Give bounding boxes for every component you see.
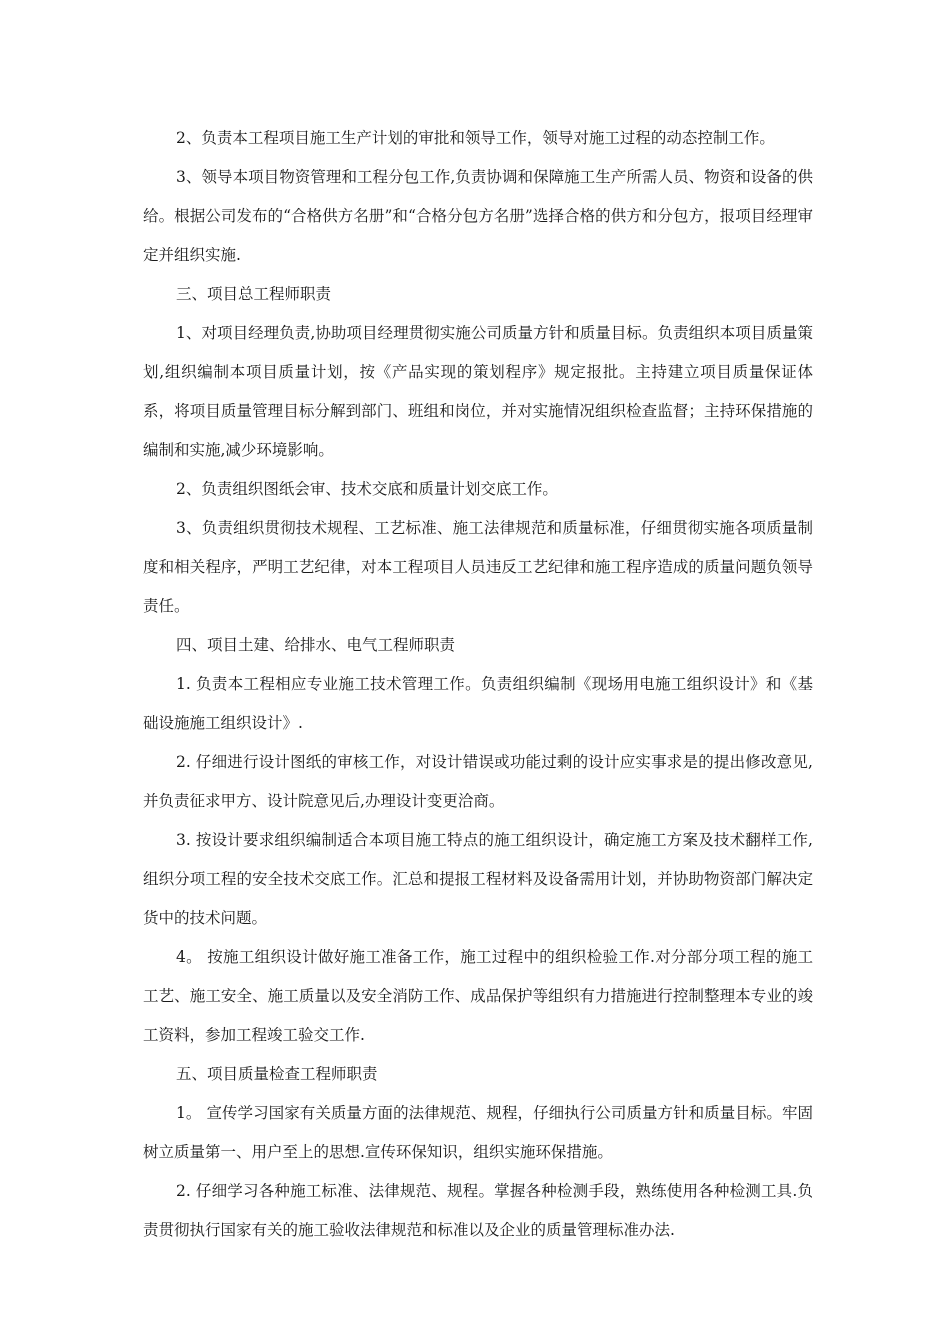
- paragraph-chief-engineer-duty-1: 1、对项目经理负责,协助项目经理贯彻实施公司质量方针和质量目标。负责组织本项目质量策划,组织编制本项目质量计划，按《产品实现的策划程序》规定报批。主持建立项目质量保证体系，将项目质量管理目标分解到部门、班组和岗位，并对实施情况组织检查监督；主持环保措施的编制和实施,减少环境影响。: [143, 324, 813, 459]
- paragraph-discipline-engineer-duty-4: 4。 按施工组织设计做好施工准备工作，施工过程中的组织检验工作.对分部分项工程的施工工艺、施工安全、施工质量以及安全消防工作、成品保护等组织有力措施进行控制整理本专业的竣工资料，参加工程竣工验交工作.: [143, 948, 813, 1044]
- section-heading-discipline-engineer: 四、项目土建、给排水、电气工程师职责: [176, 636, 456, 654]
- section-heading-quality-inspector: 五、项目质量检查工程师职责: [176, 1065, 378, 1083]
- paragraph-chief-engineer-duty-3: 3、负责组织贯彻技术规程、工艺标准、施工法律规范和质量标准，仔细贯彻实施各项质量制度和相关程序，严明工艺纪律，对本工程项目人员违反工艺纪律和施工程序造成的质量问题负领导责任。: [143, 519, 813, 615]
- paragraph-discipline-engineer-duty-3: 3. 按设计要求组织编制适合本项目施工特点的施工组织设计，确定施工方案及技术翻样工作,组织分项工程的安全技术交底工作。汇总和提报工程材料及设备需用计划，并协助物资部门解决定货中的技术问题。: [143, 831, 813, 927]
- paragraph-project-manager-duty-2: 2、负责本工程项目施工生产计划的审批和领导工作，领导对施工过程的动态控制工作。: [176, 129, 775, 147]
- document-body: [143, 119, 813, 1250]
- paragraph-discipline-engineer-duty-1: 1. 负责本工程相应专业施工技术管理工作。负责组织编制《现场用电施工组织设计》和《基础设施施工组织设计》.: [143, 675, 813, 732]
- paragraph-discipline-engineer-duty-2: 2. 仔细进行设计图纸的审核工作，对设计错误或功能过剩的设计应实事求是的提出修改意见,并负责征求甲方、设计院意见后,办理设计变更洽商。: [143, 753, 813, 810]
- section-heading-chief-engineer: 三、项目总工程师职责: [176, 285, 332, 303]
- paragraph-project-manager-duty-3: 3、领导本项目物资管理和工程分包工作,负责协调和保障施工生产所需人员、物资和设备的供给。根据公司发布的“合格供方名册”和“合格分包方名册”选择合格的供方和分包方，报项目经理审定并组织实施.: [143, 168, 813, 264]
- paragraph-quality-inspector-duty-1: 1。 宣传学习国家有关质量方面的法律规范、规程，仔细执行公司质量方针和质量目标。牢固树立质量第一、用户至上的思想.宣传环保知识，组织实施环保措施。: [143, 1104, 813, 1161]
- paragraph-chief-engineer-duty-2: 2、负责组织图纸会审、技术交底和质量计划交底工作。: [176, 480, 558, 498]
- paragraph-quality-inspector-duty-2: 2. 仔细学习各种施工标准、法律规范、规程。掌握各种检测手段，熟练使用各种检测工具.负责贯彻执行国家有关的施工验收法律规范和标准以及企业的质量管理标准办法.: [143, 1182, 813, 1239]
